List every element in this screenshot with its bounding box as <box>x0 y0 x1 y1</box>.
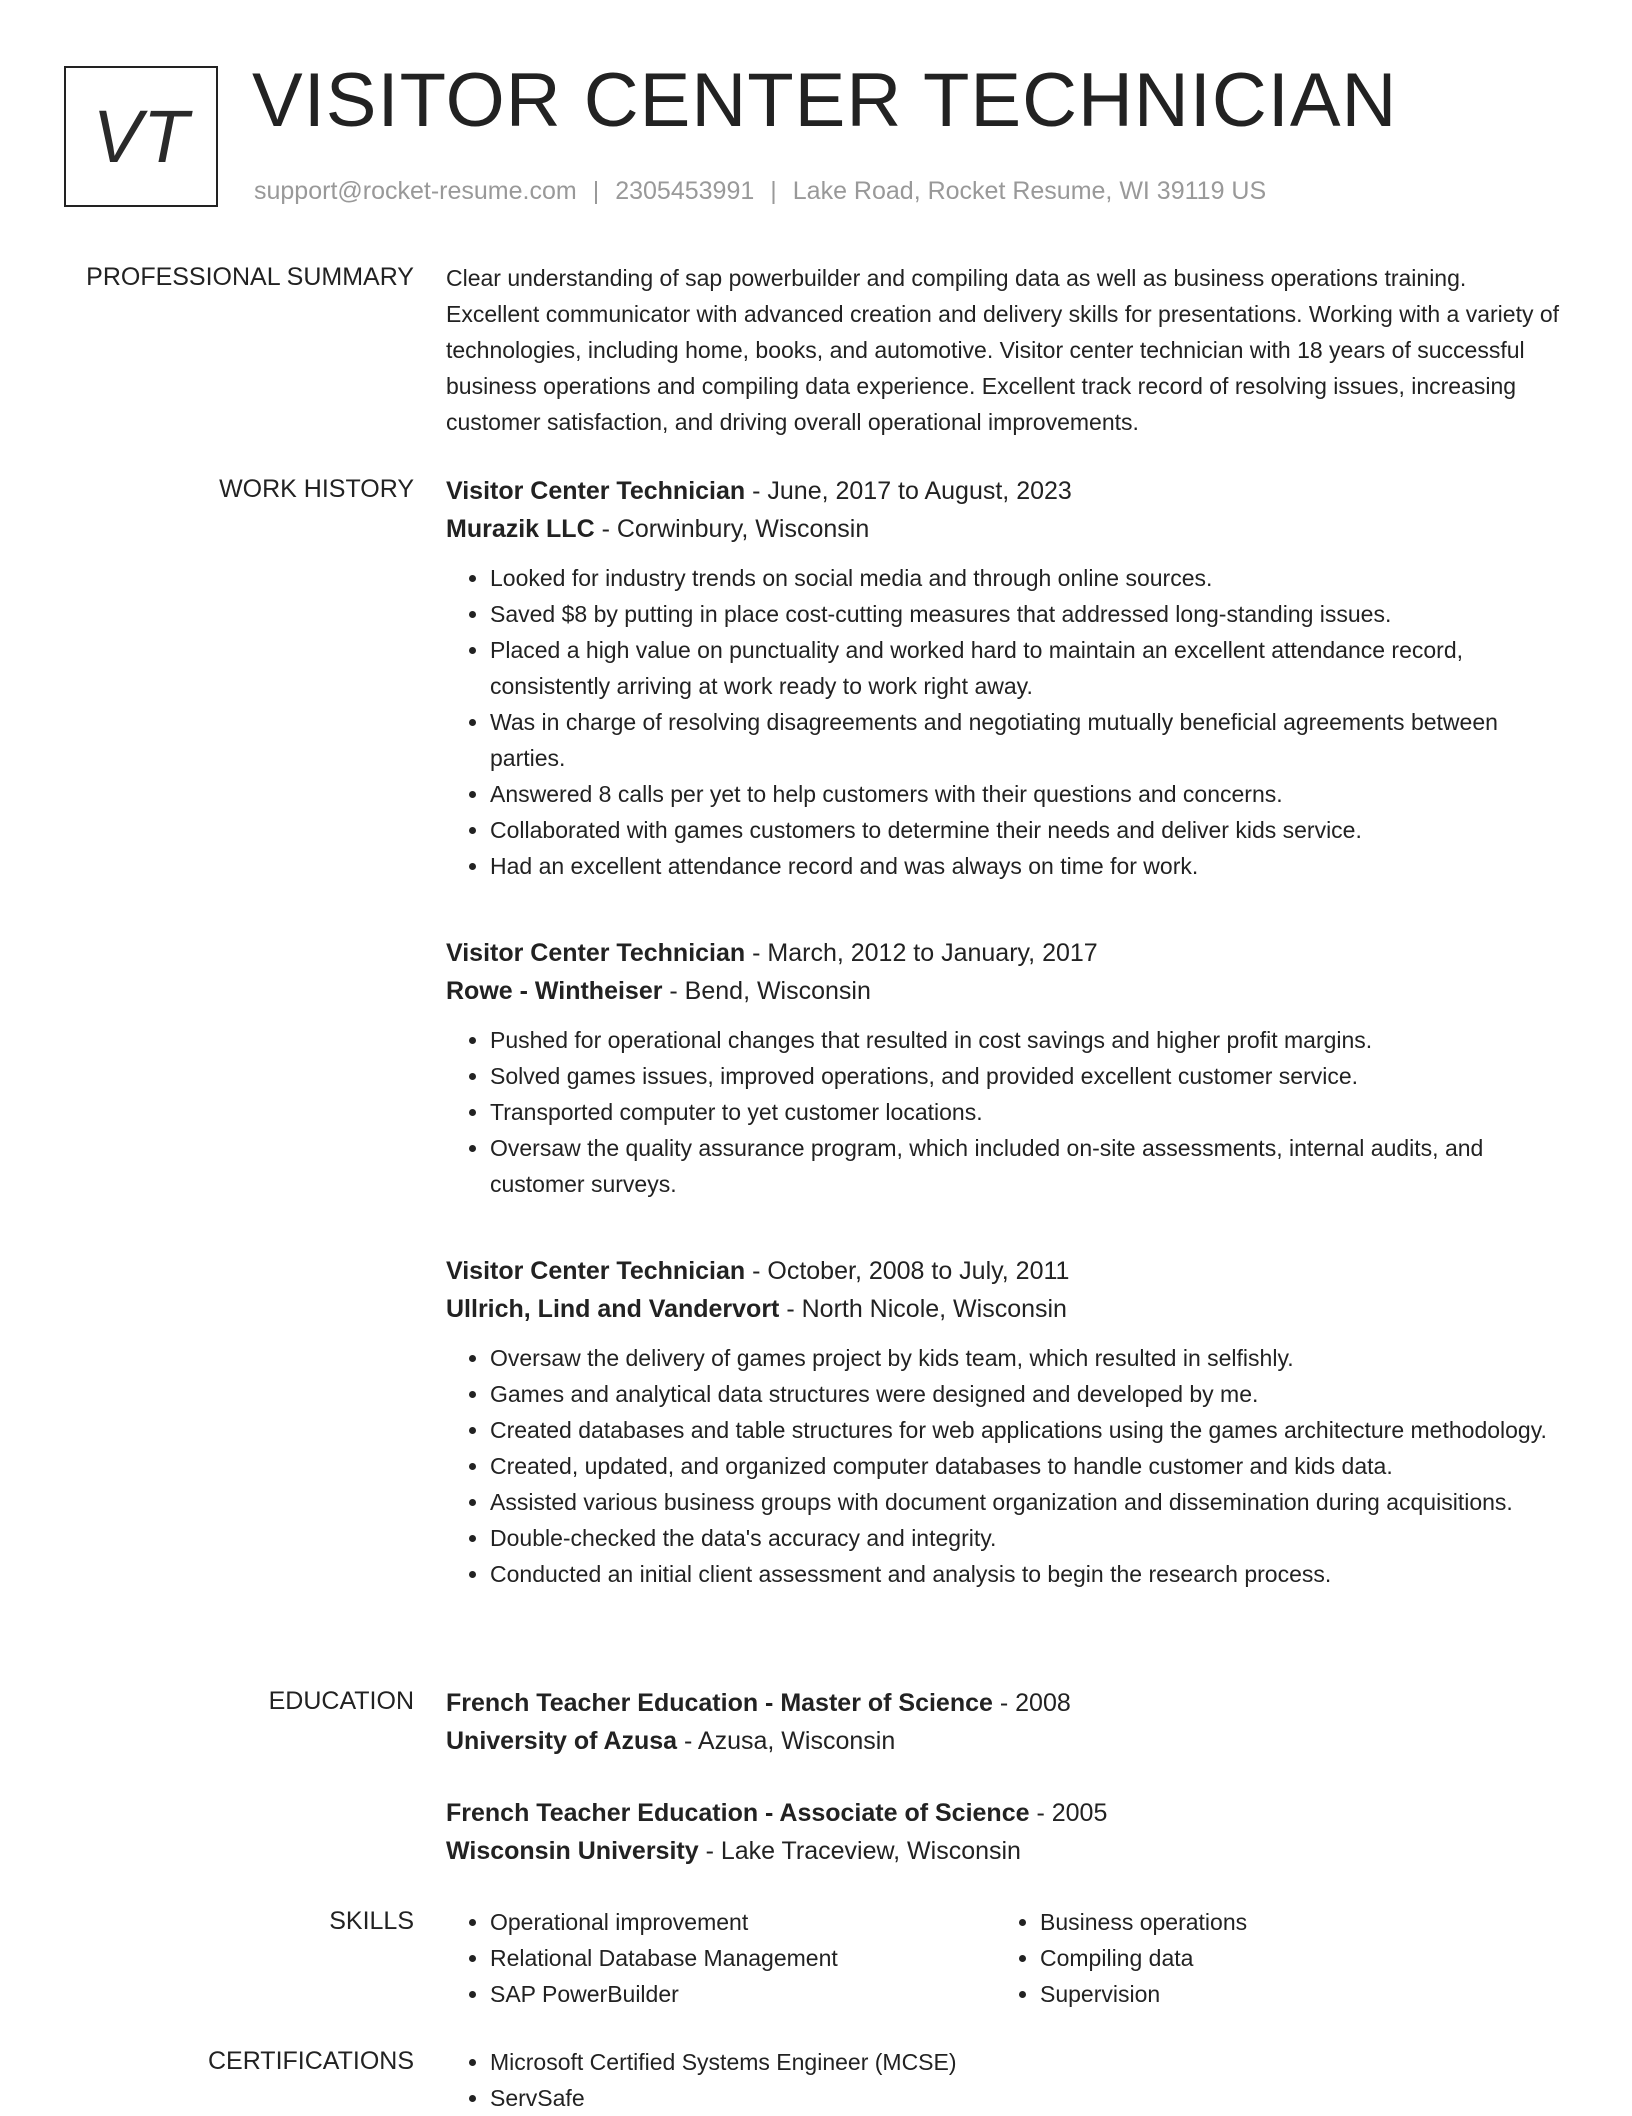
education-degree: French Teacher Education - Associate of Science <box>446 1799 1030 1827</box>
job-location: - Corwinbury, Wisconsin <box>594 515 870 543</box>
job-title: Visitor Center Technician <box>446 477 746 505</box>
certification-item: • Microsoft Certified Systems Engineer (MCSE) <box>490 2044 1564 2080</box>
skill-item: • Operational improvement <box>490 1904 996 1940</box>
skill-item: • Compiling data <box>1040 1940 1546 1976</box>
job-bullet: • Was in charge of resolving disagreements and negotiating mutually beneficial agreements between parties. <box>490 704 1564 776</box>
certifications-list <box>446 2044 1564 2116</box>
section-label: CERTIFICATIONS <box>207 2047 414 2075</box>
skill-item: • Supervision <box>1040 1976 1546 2012</box>
job-company-line <box>446 510 1564 548</box>
education-year: - 2008 <box>992 1689 1071 1717</box>
skills-column <box>446 1904 996 2012</box>
education-school: Wisconsin University <box>446 1837 699 1865</box>
job-bullet: • Created databases and table structures for web applications using the games architecture methodology. <box>490 1412 1564 1448</box>
job-location: - North Nicole, Wisconsin <box>779 1295 1067 1323</box>
job-title: Visitor Center Technician <box>446 1257 746 1285</box>
contact-line <box>254 174 1266 208</box>
job-bullet: • Transported computer to yet customer locations. <box>490 1094 1564 1130</box>
job-bullet: • Oversaw the quality assurance program, which included on-site assessments, internal audits, and customer surveys. <box>490 1130 1564 1202</box>
job-entry <box>446 1252 1564 1592</box>
education-school: University of Azusa <box>446 1727 678 1755</box>
skill-item: • Relational Database Management <box>490 1940 996 1976</box>
job-bullet: • Saved $8 by putting in place cost-cutting measures that addressed long-standing issues. <box>490 596 1564 632</box>
job-bullet: • Oversaw the delivery of games project by kids team, which resulted in selfishly. <box>490 1340 1564 1376</box>
job-company-line <box>446 1290 1564 1328</box>
job-bullet: • Double-checked the data's accuracy and integrity. <box>490 1520 1564 1556</box>
job-dates: - October, 2008 to July, 2011 <box>745 1257 1070 1285</box>
work-history-body <box>446 472 1564 1642</box>
job-bullet: • Created, updated, and organized computer databases to handle customer and kids data. <box>490 1448 1564 1484</box>
contact-email: support@rocket-resume.com <box>254 177 577 205</box>
education-degree-line <box>446 1684 1564 1722</box>
skill-item: • Business operations <box>1040 1904 1546 1940</box>
certification-item: • ServSafe <box>490 2080 1564 2116</box>
education-body <box>446 1684 1564 1904</box>
job-bullet: • Answered 8 calls per yet to help customers with their questions and concerns. <box>490 776 1564 812</box>
education-year: - 2005 <box>1029 1799 1108 1827</box>
resume-name: VISITOR CENTER TECHNICIAN <box>252 58 1398 143</box>
job-bullet: • Conducted an initial client assessment and analysis to begin the research process. <box>490 1556 1564 1592</box>
job-bullets <box>446 1022 1564 1202</box>
education-degree-line <box>446 1794 1564 1832</box>
job-bullet: • Games and analytical data structures were designed and developed by me. <box>490 1376 1564 1412</box>
job-entry <box>446 934 1564 1202</box>
job-bullet: • Collaborated with games customers to determine their needs and deliver kids service. <box>490 812 1564 848</box>
contact-separator: | <box>592 177 600 205</box>
job-dates: - March, 2012 to January, 2017 <box>745 939 1098 967</box>
job-bullet: • Assisted various business groups with document organization and dissemination during acquisitions. <box>490 1484 1564 1520</box>
job-company: Rowe - Wintheiser <box>446 977 663 1005</box>
section-label: SKILLS <box>329 1907 414 1935</box>
education-location: - Lake Traceview, Wisconsin <box>698 1837 1021 1865</box>
job-company-line <box>446 972 1564 1010</box>
skills-column <box>996 1904 1546 2012</box>
job-title-line <box>446 934 1564 972</box>
job-bullet: • Had an excellent attendance record and was always on time for work. <box>490 848 1564 884</box>
job-title-line <box>446 472 1564 510</box>
initials-monogram: VT <box>64 66 218 207</box>
education-entry <box>446 1684 1564 1760</box>
job-company: Ullrich, Lind and Vandervort <box>446 1295 780 1323</box>
contact-separator: | <box>770 177 777 205</box>
education-degree: French Teacher Education - Master of Science <box>446 1689 993 1717</box>
job-title: Visitor Center Technician <box>446 939 746 967</box>
section-label: WORK HISTORY <box>219 475 414 503</box>
contact-phone: 2305453991 <box>615 177 755 205</box>
job-dates: - June, 2017 to August, 2023 <box>745 477 1072 505</box>
section-label: PROFESSIONAL SUMMARY <box>86 263 414 291</box>
job-bullets <box>446 560 1564 884</box>
skill-item: • SAP PowerBuilder <box>490 1976 996 2012</box>
job-bullet: • Solved games issues, improved operations, and provided excellent customer service. <box>490 1058 1564 1094</box>
education-entry <box>446 1794 1564 1870</box>
job-company: Murazik LLC <box>446 515 595 543</box>
job-entry <box>446 472 1564 884</box>
section-label: EDUCATION <box>268 1687 414 1715</box>
job-location: - Bend, Wisconsin <box>662 977 871 1005</box>
skills-grid <box>446 1904 1564 2012</box>
contact-address: Lake Road, Rocket Resume, WI 39119 US <box>792 177 1267 205</box>
job-bullet: • Pushed for operational changes that resulted in cost savings and higher profit margins. <box>490 1022 1564 1058</box>
job-bullet: • Looked for industry trends on social media and through online sources. <box>490 560 1564 596</box>
summary-text: Clear understanding of sap powerbuilder and compiling data as well as business operations training. Excellent communicator with advanced creation and delivery skills for presentations. Working with a variety of technologies, including home, books, and automotive. Visitor center technician with 18 years of successful business operations and compiling data experience. Excellent track record of resolving issues, increasing customer satisfaction, and driving overall operational improvements. <box>446 265 1560 435</box>
education-school-line <box>446 1832 1564 1870</box>
education-school-line <box>446 1722 1564 1760</box>
job-title-line <box>446 1252 1564 1290</box>
job-bullet: • Placed a high value on punctuality and worked hard to maintain an excellent attendance record, consistently arriving at work ready to work right away. <box>490 632 1564 704</box>
job-bullets <box>446 1340 1564 1592</box>
education-location: - Azusa, Wisconsin <box>677 1727 896 1755</box>
